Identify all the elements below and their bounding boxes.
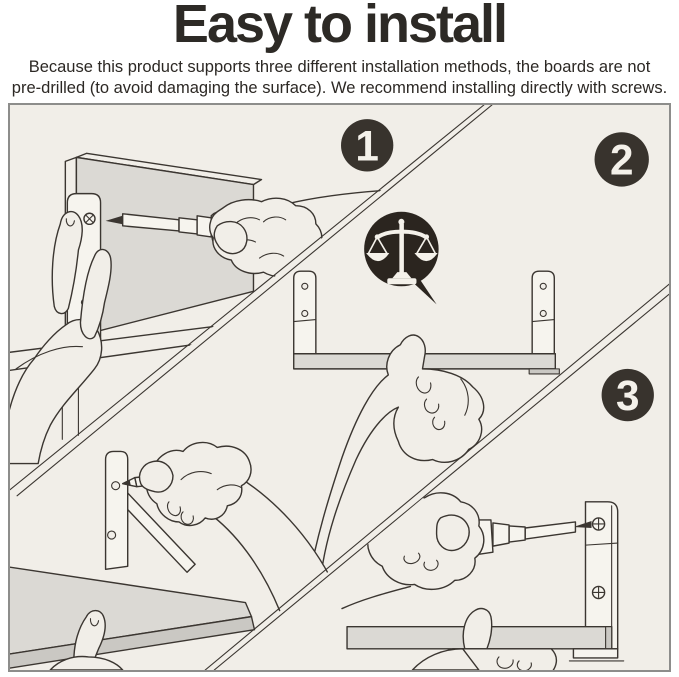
step-1-illustration	[10, 153, 396, 463]
step-2-number: 2	[609, 136, 634, 184]
subtitle-line-2: pre-drilled (to avoid damaging the surface). We recommend installing directly with screws.	[11, 79, 668, 97]
screw-icon	[593, 518, 605, 530]
installation-diagram-panel	[8, 103, 671, 672]
page-title: Easy to install	[172, 0, 507, 54]
assembled-shelf	[294, 271, 560, 374]
screw-icon	[593, 586, 605, 598]
hand-with-screwdriver	[328, 493, 484, 609]
screw-icon	[84, 213, 95, 224]
step-1-badge	[341, 119, 393, 171]
subtitle-line-1: Because this product supports three different installation methods, the boards are not	[28, 58, 651, 76]
step-2-badge	[595, 132, 649, 186]
installation-diagram	[10, 105, 669, 670]
step-3-number: 3	[615, 372, 640, 420]
step-3-illustration	[328, 493, 624, 670]
balance-scale-icon	[364, 212, 438, 305]
step-3-badge	[602, 369, 654, 421]
pencil-marking-scene	[10, 442, 334, 670]
step-1-number: 1	[355, 122, 379, 170]
bracket-foot	[573, 649, 617, 658]
subtitle	[0, 57, 679, 99]
shelf-board-end	[606, 627, 612, 649]
